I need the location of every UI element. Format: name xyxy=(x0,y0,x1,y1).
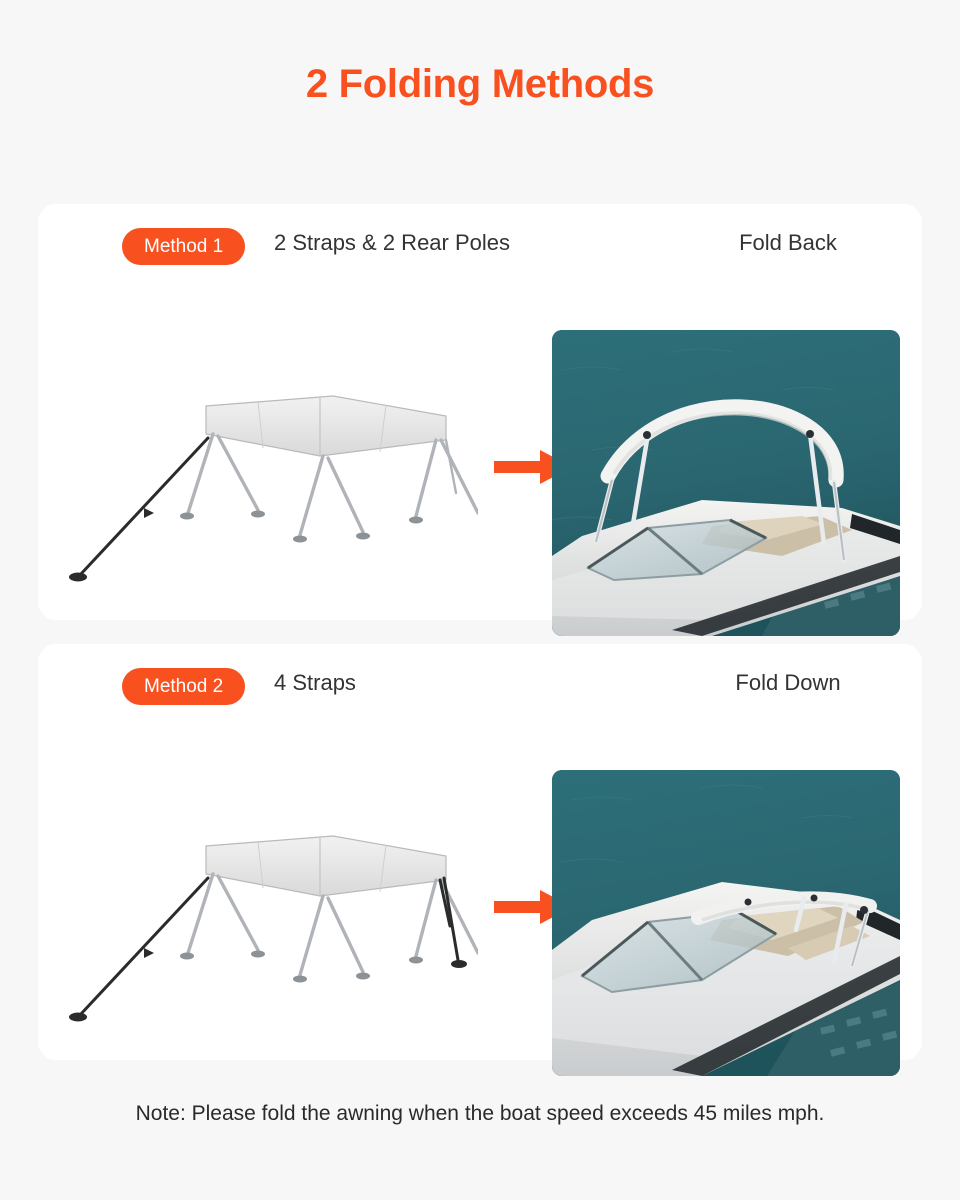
boat-bimini-folded-down-photo xyxy=(552,770,900,1076)
method-1-description: 2 Straps & 2 Rear Poles xyxy=(274,230,511,255)
method-1-result-label: Fold Back xyxy=(739,230,837,255)
method-2-header xyxy=(38,644,922,728)
page-title: 2 Folding Methods xyxy=(305,62,655,106)
method-2-badge: Method 2 xyxy=(122,668,245,705)
method-card-1 xyxy=(38,204,922,620)
method-2-body xyxy=(38,728,922,1058)
method-2-result-label: Fold Down xyxy=(735,670,841,695)
method-2-description: 4 Straps xyxy=(274,670,356,695)
method-1-body xyxy=(38,288,922,618)
boat-bimini-folded-back-photo xyxy=(552,330,900,636)
footer-note: Note: Please fold the awning when the boat speed exceeds 45 miles mph. xyxy=(135,1102,825,1125)
method-1-badge: Method 1 xyxy=(122,228,245,265)
method-1-header xyxy=(38,204,922,288)
method-card-2 xyxy=(38,644,922,1060)
bimini-top-frame-diagram xyxy=(58,288,478,588)
bimini-top-frame-diagram-2 xyxy=(58,728,478,1028)
